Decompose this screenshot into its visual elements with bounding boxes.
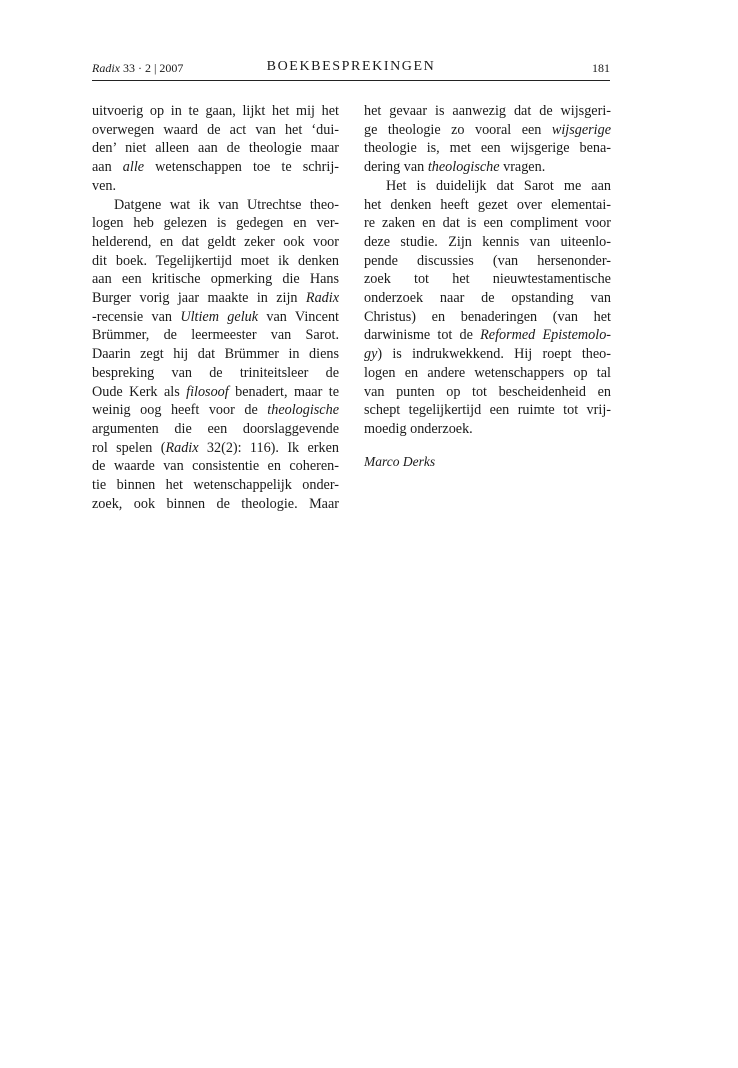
text-line: ge theologie zo vooral een wijsgerige [364,121,611,138]
text-line: helderend, en dat geldt zeker ook voor [92,233,339,250]
text-line: uitvoerig op in te gaan, lijkt het mij het [92,103,339,119]
text-line: argumenten die een doorslaggevende [92,420,339,437]
journal-issue: 33 · 2 | 2007 [123,61,184,75]
page-number: 181 [592,61,610,75]
text-line: onderzoek naar de opstanding van [364,290,611,307]
text-line: het gevaar is aanwezig dat de wijsgeri- [364,103,611,119]
running-header [92,58,610,81]
text-line: schept tegelijkertijd een ruimte tot vrij- [364,402,611,419]
author-signature: Marco Derks [364,453,436,469]
text-line: rol spelen (Radix 32(2): 116). Ik erken [92,439,339,456]
text-line: van punten op tot bescheidenheid en [364,383,611,400]
section-title: BOEKBESPREKINGEN [266,59,436,74]
text-line: dering van theologische vragen. [364,159,546,176]
text-line: zoek, ook binnen de theologie. Maar [92,495,339,512]
text-line: pende discussies (van hersenonder- [364,252,611,269]
text-line: Oude Kerk als filosoof benadert, maar te [92,383,339,400]
text-line: -recensie van Ultiem geluk van Vincent [92,308,339,325]
text-line: overwegen waard de act van het ‘dui- [92,121,339,138]
text-line: het denken heeft gezet over elementai- [364,196,611,213]
text-line: Brümmer, de leermeester van Sarot. [92,327,339,344]
text-line: aan alle wetenschappen toe te schrij- [92,159,339,176]
text-line: den’ niet alleen aan de theologie maar [92,140,339,157]
text-line: re zaken en dat is een compliment voor [364,215,611,232]
right-column [364,102,611,471]
text-line: darwinisme tot de Reformed Epistemolo- [364,327,612,344]
text-line: moedig onderzoek. [364,420,473,437]
text-line: logen heb gelezen is gedegen en ver- [92,215,339,232]
left-column [92,102,339,513]
text-line: aan een kritische opmerking die Hans [92,271,339,288]
text-line: deze studie. Zijn kennis van uiteenlo- [364,233,611,250]
text-line: zoek tot het nieuwtestamentische [364,271,611,288]
text-line: Daarin zegt hij dat Brümmer in diens [92,346,339,363]
text-line: tie binnen het wetenschappelijk onder- [92,477,339,494]
text-line: Burger vorig jaar maakte in zijn Radix [92,290,339,307]
paragraph-start: Het is duidelijk dat Sarot me aan [386,177,611,194]
text-line: de waarde van consistentie en coheren- [92,458,339,475]
text-line: dit boek. Tegelijkertijd moet ik denken [92,252,339,269]
text-line: ven. [92,177,117,194]
text-line: weinig oog heeft voor de theologische [92,402,339,419]
text-line: Christus) en benaderingen (van het [364,308,611,325]
text-line: gy) is indrukwekkend. Hij roept theo- [364,346,611,363]
text-line: bespreking van de triniteitsleer de [92,364,339,381]
paragraph-start: Datgene wat ik van Utrechtse theo- [114,196,339,213]
text-line: logen en andere wetenschappers op tal [364,364,611,381]
text-line: theologie is, met een wijsgerige bena- [364,140,611,157]
journal-name: Radix [92,61,120,75]
